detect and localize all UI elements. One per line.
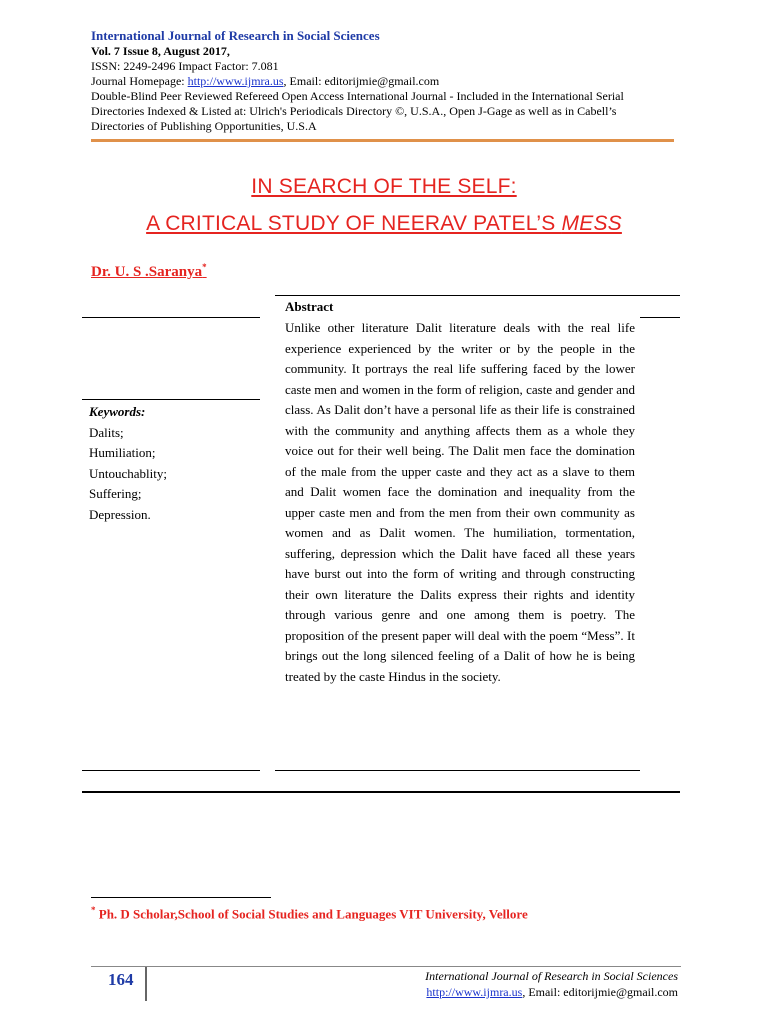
author-name	[91, 262, 207, 281]
divider-left-top	[82, 317, 260, 318]
abstract-body: Unlike other literature Dalit literature deals with the real life experience experienced by the writer or by the people in the community. It portrays the real life suffering faced by the lower caste men and women in the form of religion, caste and gender and class. As Dalit don’t have a personal life as their life is constrained with the community and anything affects them as a whole they voice out for their well being. The Dalit men face the domination of the male from the upper caste and they act as a slave to them and Dalit women face the domination and inequality from the upper caste men and from the men from their own community as women and as Dalit women. The humiliation, tormentation, suffering, depression which the Dalit have faced all these years have burst out into the form of writing and through constructing their own literature the Dalits express their rights and identity through various genre and one among them is poetry. The proposition of the present paper will deal with the poem “Mess”. It brings out the long silenced feeling of a Dalit of how he is being treated by the caste Hindus in the society.	[285, 320, 635, 684]
volume-line: Vol. 7 Issue 8, August 2017,	[91, 44, 230, 58]
divider-top-right	[275, 295, 680, 296]
indexing-line-3: Directories of Publishing Opportunities, U.S.A	[91, 119, 317, 133]
indexing-line-1: Double-Blind Peer Reviewed Refereed Open Access International Journal - Included in the International Serial	[91, 89, 624, 103]
title-main: A CRITICAL STUDY OF NEERAV PATEL’S	[146, 212, 562, 235]
homepage-label: Journal Homepage:	[91, 74, 188, 88]
keyword-item: Suffering;	[89, 486, 142, 501]
page-number-bar	[145, 967, 147, 1001]
footer-divider	[91, 966, 681, 967]
paper-title-line-1: IN SEARCH OF THE SELF:	[251, 175, 517, 198]
footer-email: , Email: editorijmie@gmail.com	[522, 985, 678, 999]
abstract-heading: Abstract	[285, 299, 334, 314]
footer-link[interactable]: http://www.ijmra.us	[426, 985, 523, 999]
keyword-item: Dalits;	[89, 424, 124, 440]
keyword-item: Depression.	[89, 506, 151, 522]
keyword-item: Untouchablity;	[89, 465, 167, 481]
keywords-heading: Keywords:	[89, 404, 146, 419]
title-italic: MESS	[561, 212, 622, 235]
journal-header	[91, 28, 691, 134]
footnote-divider	[91, 897, 271, 898]
divider-right-sub	[640, 317, 680, 318]
indexing-line-2: Directories Indexed & Listed at: Ulrich's Periodicals Directory ©, U.S.A., Open J-Gage as well as in Cabell’s	[91, 104, 617, 118]
homepage-link[interactable]: http://www.ijmra.us	[187, 74, 284, 88]
footnote-marker: *	[91, 905, 96, 915]
keywords-block	[89, 402, 167, 525]
homepage-line	[91, 74, 691, 89]
paper-title-line-2	[0, 212, 768, 236]
author-name-text: Dr. U. S .Saranya	[91, 264, 203, 280]
divider-keywords	[82, 399, 260, 400]
keyword-item: Humiliation;	[89, 445, 156, 460]
footer-journal-name: International Journal of Research in Social Sciences	[425, 969, 678, 983]
header-divider	[91, 139, 674, 142]
homepage-email: , Email: editorijmie@gmail.com	[283, 74, 440, 88]
author-footnote	[91, 905, 528, 922]
divider-bottom-full	[82, 791, 680, 793]
footnote-text: Ph. D Scholar,School of Social Studies and Languages VIT University, Vellore	[95, 906, 528, 922]
author-footnote-marker: *	[202, 262, 207, 272]
footer-contact	[426, 985, 678, 1000]
issn-line: ISSN: 2249-2496 Impact Factor: 7.081	[91, 59, 279, 73]
page-number: 164	[108, 970, 134, 989]
divider-bottom-left	[82, 770, 260, 771]
journal-name: International Journal of Research in Social Sciences	[91, 28, 380, 43]
divider-bottom-right	[275, 770, 640, 771]
